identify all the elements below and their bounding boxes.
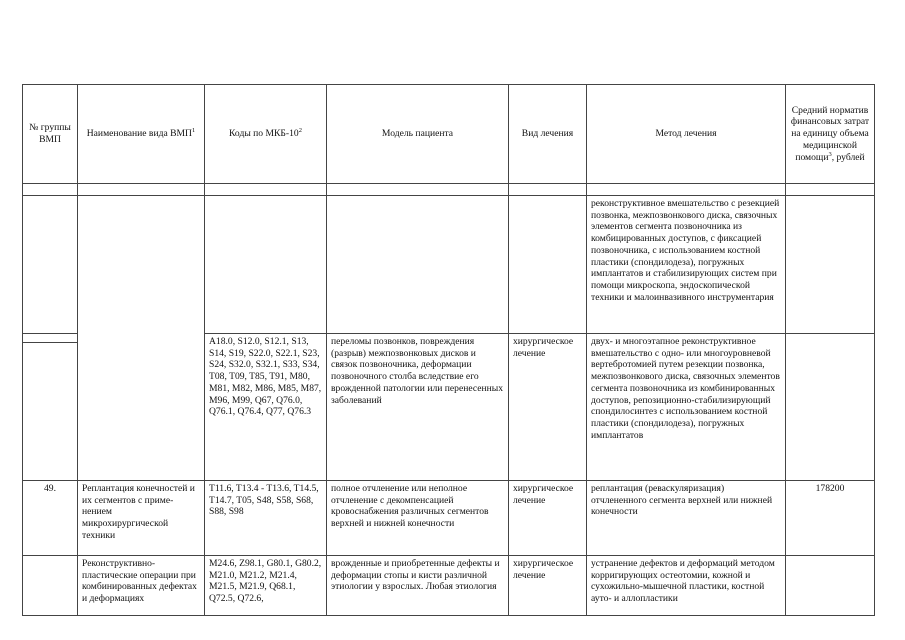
icd-codes-cell: A18.0, S12.0, S12.1, S13, S14, S19, S22.0, S22.1, S23, S24, S32.0, S32.1, S33, S34, T08, T09, T85, T91, M80, M81, M82, M86, M85, M87, M96, M99, Q67, Q76.0, Q76.1, Q76.4, Q77, Q76.3 <box>205 334 327 481</box>
header-icd-codes: Коды по МКБ-$10^2$ <box>205 85 327 184</box>
table-row <box>23 481 875 556</box>
treatment-type-cell: хирургическое лечение <box>509 481 587 556</box>
method-cell: реконструктивное вмешательство с резекцией позвонка, межпозвонкового диска, связочных элементов сегмента позвоночника из комбицированных доступов, с фиксацией позвоночника, с использованием костной пластики (спондилодеза), погружных имплантатов и стабилизирующих систем при помощи микроскопа, эндоскопической техники и малоинвазивного инструментария <box>587 196 786 334</box>
table-row <box>23 556 875 616</box>
icd-codes-cell: T11.6, T13.4 - T13.6, T14.5, T14.7, T05, S48, S58, S68, S88, S98 <box>205 481 327 556</box>
cost-cell: 178200 <box>786 481 875 556</box>
numbering-row <box>23 184 875 196</box>
treatment-type-cell: хирургическое лечение <box>509 334 587 481</box>
patient-model-cell: полное отчленение или неполное отчленение с декомпенсацией кровоснабжения различных сегментов верхней и нижней конечности <box>327 481 509 556</box>
vmp-name-cell: Реплантация конечностей и их сегментов с применением микрохирургической техники <box>78 481 205 556</box>
treatment-type-cell: хирургическое лечение <box>509 556 587 616</box>
header-group-number: № группы ВМП <box>23 85 78 184</box>
method-cell: реплантация (реваскуляризация) отчлененного сегмента верхней или нижней конечности <box>587 481 786 556</box>
vmp-table <box>22 84 875 616</box>
table-row <box>23 196 875 334</box>
header-treatment-type: Вид лечения <box>509 85 587 184</box>
patient-model-cell: врожденные и приобретенные дефекты и деформации стопы и кисти различной этиологии у взрослых. Любая этиология <box>327 556 509 616</box>
method-cell: двух- и многоэтапное реконструктивное вмешательство с одно- или многоуровневой вертебротомией путем резекции позвонка, межпозвонкового диска, связочных элементов сегмента позвоночника из комбинированных доступов, репозиционно-стабилизирующий спондилосинтез с использованием костной пластики (спондилодеза), погружных имплантатов <box>587 334 786 481</box>
header-vmp-name: Наименование вида ВМП$^1$ <box>78 85 205 184</box>
vmp-name-cell: Реконструктивно-пластические операции при комбинированных дефектах и деформациях <box>78 556 205 616</box>
patient-model-cell: переломы позвонков, повреждения (разрыв) межпозвонковых дисков и связок позвоночника, деформации позвоночного столба вследствие его врожденной патологии или перенесенных заболеваний <box>327 334 509 481</box>
header-row <box>23 85 875 184</box>
method-cell: устранение дефектов и деформаций методом корригирующих остеотомии, кожной и сухожильно-мышечной пластики, костной ауто- и аллопластики <box>587 556 786 616</box>
group-number-cell: 49. <box>23 481 78 556</box>
icd-codes-cell: M24.6, Z98.1, G80.1, G80.2, M21.0, M21.2, M21.4, M21.5, M21.9, Q68.1, Q72.5, Q72.6, <box>205 556 327 616</box>
header-patient-model: Модель пациента <box>327 85 509 184</box>
header-average-cost: Средний норматив финансовых затрат на единицу объема медицинской помощи$^3$, рублей <box>786 85 875 184</box>
header-treatment-method: Метод лечения <box>587 85 786 184</box>
